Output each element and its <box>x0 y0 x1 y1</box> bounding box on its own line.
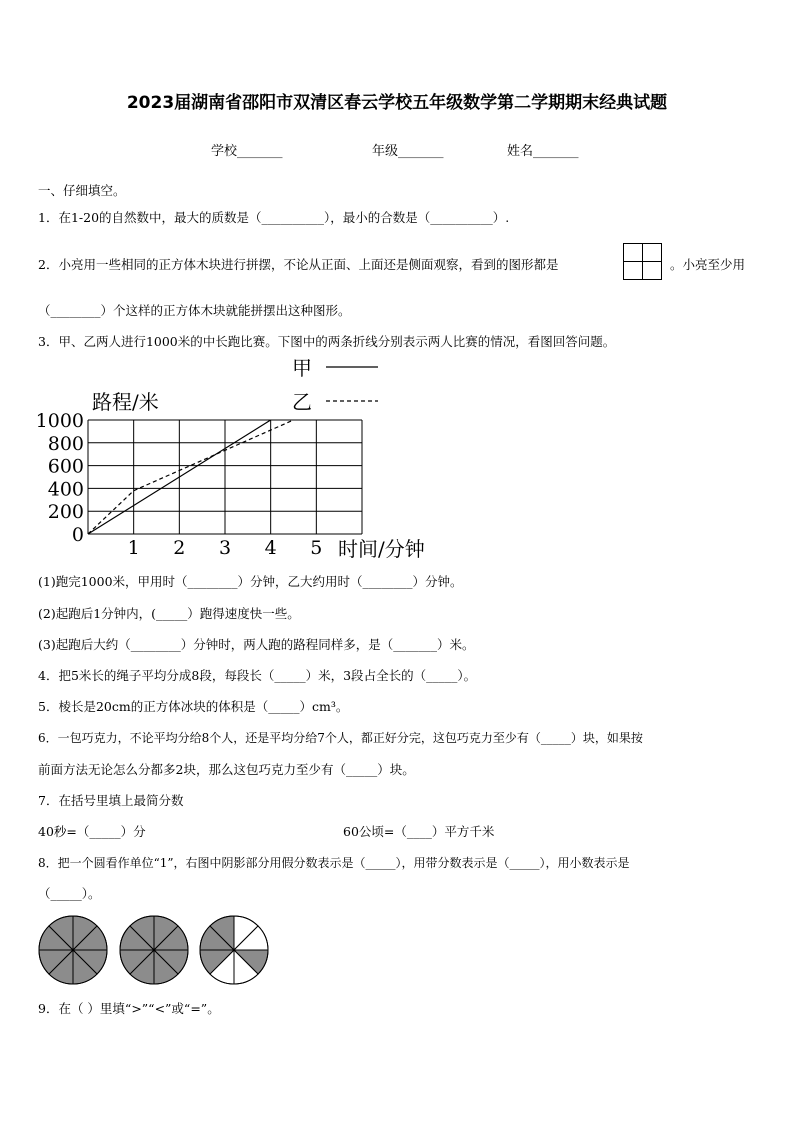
x-tick-label: 3 <box>218 537 232 559</box>
question-6-line2: 前面方法无论怎么分都多2块，那么这包巧克力至少有（_____）块。 <box>38 762 415 777</box>
question-3-2: (2)起跑后1分钟内，(_____）跑得速度快一些。 <box>38 606 300 621</box>
x-tick-label: 2 <box>173 537 186 559</box>
line-chart <box>30 354 450 566</box>
question-8-line2: （_____）。 <box>38 886 101 901</box>
y-tick-label: 0 <box>71 524 84 546</box>
question-4: 4．把5米长的绳子平均分成8段，每段长（_____）米，3段占全长的（_____）。 <box>38 668 477 683</box>
y-tick-label: 200 <box>47 501 84 524</box>
question-6-line1: 6．一包巧克力，不论平均分给8个人，还是平均分给7个人，都正好分完，这包巧克力至少有（_____）块，如果按 <box>38 731 643 745</box>
question-2-text-end: 。小亮至少用 <box>670 257 746 272</box>
question-3-1: (1)跑完1000米，甲用时（________）分钟，乙大约用时（________）分钟。 <box>38 574 463 589</box>
grid-figure <box>623 243 663 281</box>
question-1: 1．在1-20的自然数中，最大的质数是（__________），最小的合数是（__________）. <box>38 210 510 225</box>
name-field: 姓名_______ <box>507 144 579 159</box>
series-line-yi <box>88 420 294 534</box>
x-tick-label: 4 <box>264 537 277 559</box>
legend-label: 甲 <box>292 356 312 380</box>
question-3-3: (3)起跑后大约（________）分钟时，两人跑的路程同样多，是（_______）米。 <box>38 637 475 652</box>
x-axis-label: 时间/分钟 <box>338 537 425 561</box>
y-tick-label: 600 <box>47 455 84 478</box>
question-5: 5．棱长是20cm的正方体冰块的体积是（_____）cm³。 <box>38 699 349 714</box>
x-tick-label: 1 <box>127 537 140 559</box>
question-2-answer: （________）个这样的正方体木块就能拼摆出这种图形。 <box>38 303 351 318</box>
question-8-line1: 8．把一个圆看作单位“1”，右图中阴影部分用假分数表示是（_____），用带分数表示是（_____），用小数表示是 <box>38 856 630 870</box>
school-field: 学校_______ <box>211 144 283 159</box>
section-heading: 一、仔细填空。 <box>38 183 126 198</box>
circles-figure <box>30 910 280 990</box>
y-axis-label: 路程/米 <box>92 390 159 414</box>
question-3: 3．甲、乙两人进行1000米的中长跑比赛。下图中的两条折线分别表示两人比赛的情况，看图回答问题。 <box>38 334 616 349</box>
question-7: 7．在括号里填上最简分数 <box>38 793 184 808</box>
y-tick-label: 800 <box>47 432 84 455</box>
question-9: 9．在（ ）里填“>”“<”或“=”。 <box>38 1001 220 1016</box>
page-title: 2023届湖南省邵阳市双清区春云学校五年级数学第二学期期末经典试题 <box>126 93 668 113</box>
grade-field: 年级_______ <box>372 144 444 159</box>
y-tick-label: 400 <box>47 478 84 501</box>
question-7a: 40秒=（_____）分 <box>38 824 146 839</box>
y-tick-label: 1000 <box>35 410 84 432</box>
question-7b: 60公顷=（____）平方千米 <box>343 824 495 839</box>
question-2-text: 2．小亮用一些相同的正方体木块进行拼摆，不论从正面、上面还是侧面观察，看到的图形都是 <box>38 257 559 272</box>
x-tick-label: 5 <box>310 537 323 559</box>
legend-label: 乙 <box>292 390 312 414</box>
